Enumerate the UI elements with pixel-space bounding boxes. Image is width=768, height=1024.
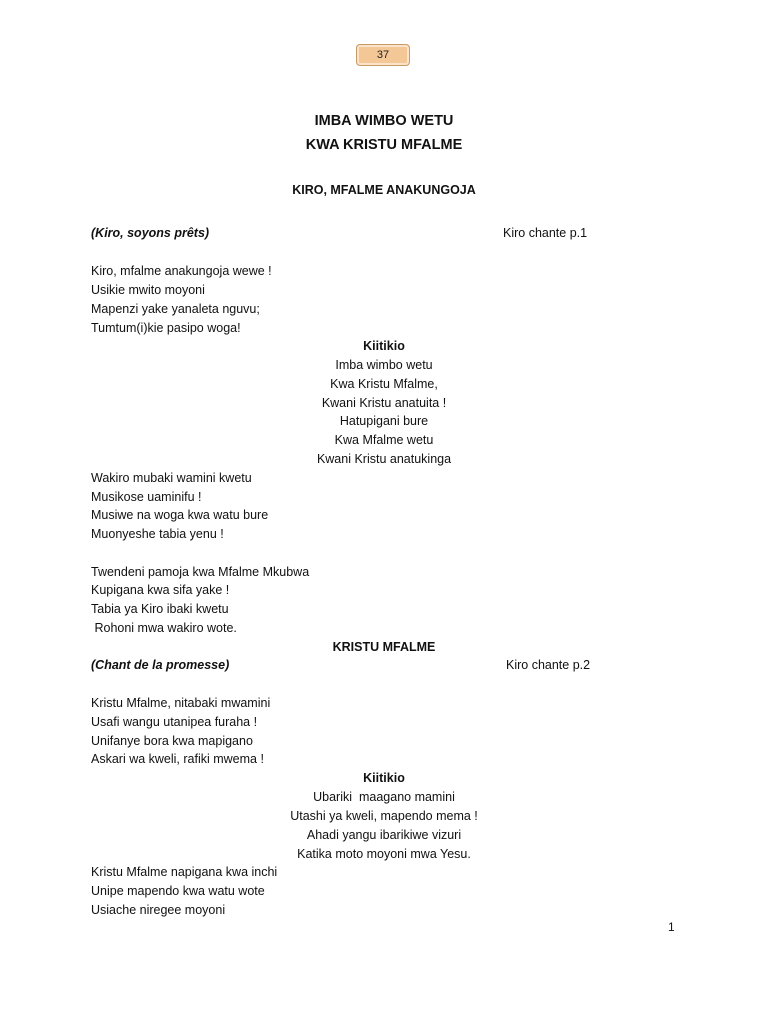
song1-verse1-line: Mapenzi yake yanaleta nguvu;	[91, 302, 260, 316]
title-line-1: IMBA WIMBO WETU	[314, 113, 454, 129]
page-number: 1	[668, 920, 675, 934]
song1-chorus-line: Kwani Kristu anatukinga	[316, 452, 452, 466]
song1-chorus-line: Kwa Mfalme wetu	[334, 433, 434, 447]
song1-verse2-line: Wakiro mubaki wamini kwetu	[91, 471, 252, 485]
song2-verse1-line: Askari wa kweli, rafiki mwema !	[91, 752, 264, 766]
song1-verse3-line: Rohoni mwa wakiro wote.	[91, 621, 237, 635]
song1-heading: KIRO, MFALME ANAKUNGOJA	[292, 183, 476, 197]
song2-heading: KRISTU MFALME	[332, 640, 436, 654]
song1-verse3-line: Twendeni pamoja kwa Mfalme Mkubwa	[91, 565, 310, 579]
song2-verse1-line: Usafi wangu utanipea furaha !	[91, 715, 258, 729]
song1-verse2-line: Musiwe na woga kwa watu bure	[91, 508, 269, 522]
song1-verse3-line: Kupigana kwa sifa yake !	[91, 583, 230, 597]
song1-verse1-line: Tumtum(i)kie pasipo woga!	[91, 321, 241, 335]
song2-chorus-line: Ahadi yangu ibarikiwe vizuri	[306, 828, 462, 842]
song2-verse1-line: Kristu Mfalme, nitabaki mwamini	[91, 696, 271, 710]
song1-chorus-line: Kwa Kristu Mfalme,	[330, 377, 438, 391]
page-badge: 37	[356, 44, 410, 66]
song2-verse2-line: Kristu Mfalme napigana kwa inchi	[91, 865, 278, 879]
song2-verse2-line: Unipe mapendo kwa watu wote	[91, 884, 265, 898]
song2-chorus-line: Ubariki maagano mamini	[313, 790, 455, 804]
song1-chorus-line: Hatupigani bure	[339, 414, 429, 428]
song2-chorus-line: Utashi ya kweli, mapendo mema !	[290, 809, 478, 823]
song1-verse1-line: Kiro, mfalme anakungoja wewe !	[91, 264, 272, 278]
song2-chorus-line: Katika moto moyoni mwa Yesu.	[297, 847, 471, 861]
song1-subtitle: (Kiro, soyons prêts)	[91, 226, 210, 240]
song1-chorus-line: Kwani Kristu anatuita !	[321, 396, 447, 410]
song1-chorus-label: Kiitikio	[363, 339, 405, 353]
song2-verse1-line: Unifanye bora kwa mapigano	[91, 734, 253, 748]
song2-subtitle: (Chant de la promesse)	[91, 658, 230, 672]
song1-source: Kiro chante p.1	[503, 226, 588, 240]
song1-verse2-line: Muonyeshe tabia yenu !	[91, 527, 224, 541]
song2-chorus-label: Kiitikio	[363, 771, 405, 785]
song1-chorus-line: Imba wimbo wetu	[335, 358, 433, 372]
song1-verse1-line: Usikie mwito moyoni	[91, 283, 205, 297]
song1-verse3-line: Tabia ya Kiro ibaki kwetu	[91, 602, 229, 616]
title-line-2: KWA KRISTU MFALME	[305, 137, 463, 153]
song2-verse2-line: Usiache niregee moyoni	[91, 903, 226, 917]
song1-verse2-line: Musikose uaminifu !	[91, 490, 202, 504]
song2-source: Kiro chante p.2	[506, 658, 591, 672]
